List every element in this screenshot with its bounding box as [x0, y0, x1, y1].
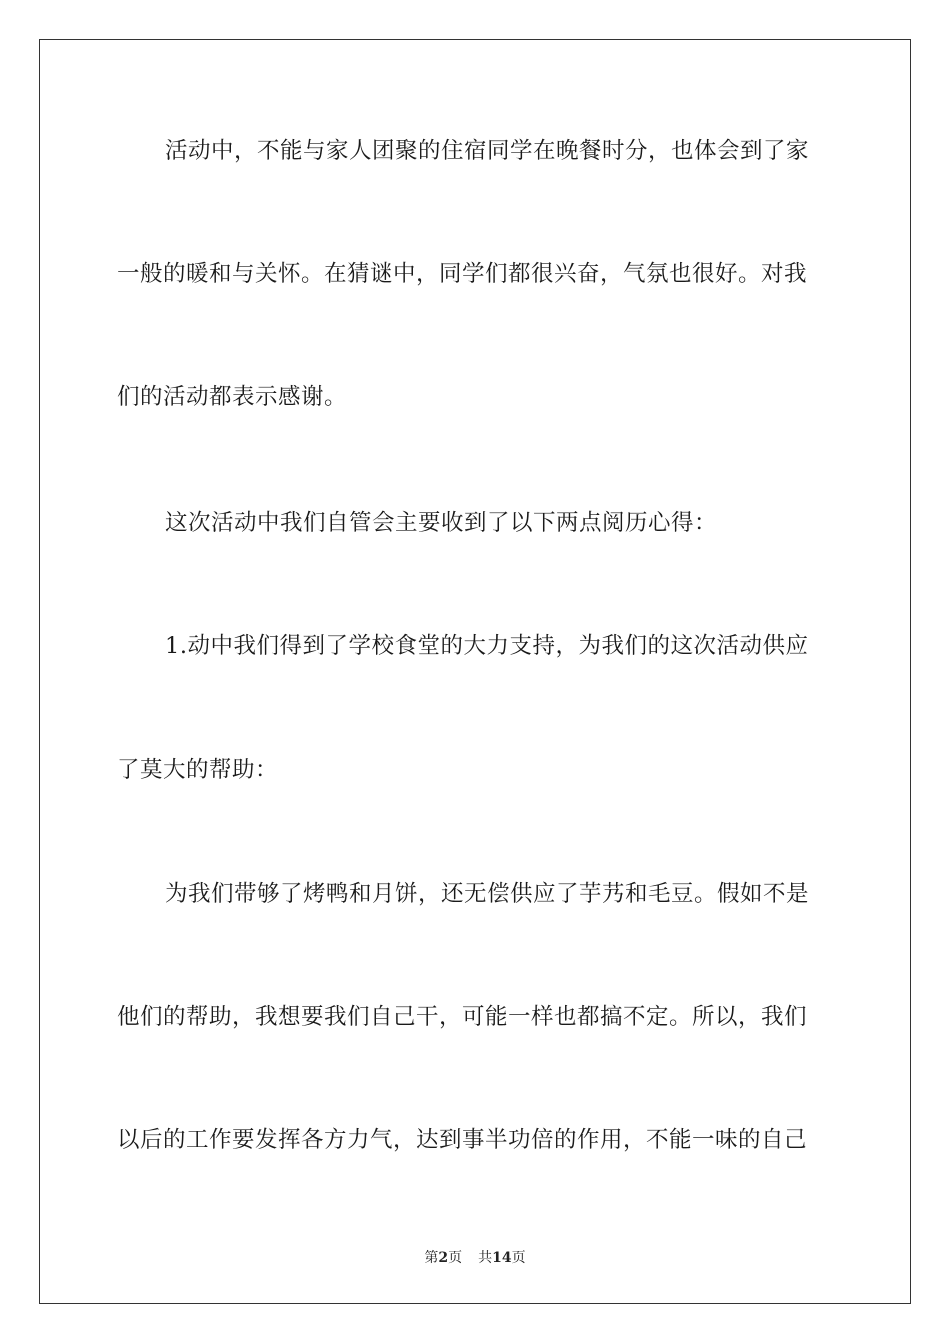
paragraph-line: 1.动中我们得到了学校食堂的大力支持，为我们的这次活动供应 — [165, 633, 809, 659]
page-suffix: 页 — [448, 1250, 463, 1266]
total-suffix: 页 — [511, 1250, 526, 1266]
paragraph-line: 们的活动都表示感谢。 — [117, 384, 348, 410]
page-footer — [0, 1247, 950, 1267]
page-prefix: 第 — [424, 1250, 439, 1266]
paragraph-line: 以后的工作要发挥各方力气，达到事半功倍的作用，不能一味的自己 — [117, 1127, 808, 1153]
paragraph-line: 他们的帮助，我想要我们自己干，可能一样也都搞不定。所以，我们 — [117, 1004, 808, 1030]
paragraph-line: 活动中，不能与家人团聚的住宿同学在晚餐时分，也体会到了家 — [165, 138, 810, 164]
page-border — [39, 39, 911, 1304]
total-page-number: 14 — [492, 1250, 512, 1266]
paragraph-line: 了莫大的帮助： — [117, 757, 279, 783]
total-prefix: 共 — [478, 1250, 493, 1266]
current-page-number: 2 — [438, 1250, 449, 1266]
paragraph-line: 这次活动中我们自管会主要收到了以下两点阅历心得： — [165, 510, 718, 536]
paragraph-line: 一般的暖和与关怀。在猜谜中，同学们都很兴奋，气氛也很好。对我 — [117, 261, 808, 287]
paragraph-line: 为我们带够了烤鸭和月饼，还无偿供应了芋艿和毛豆。假如不是 — [165, 881, 810, 907]
